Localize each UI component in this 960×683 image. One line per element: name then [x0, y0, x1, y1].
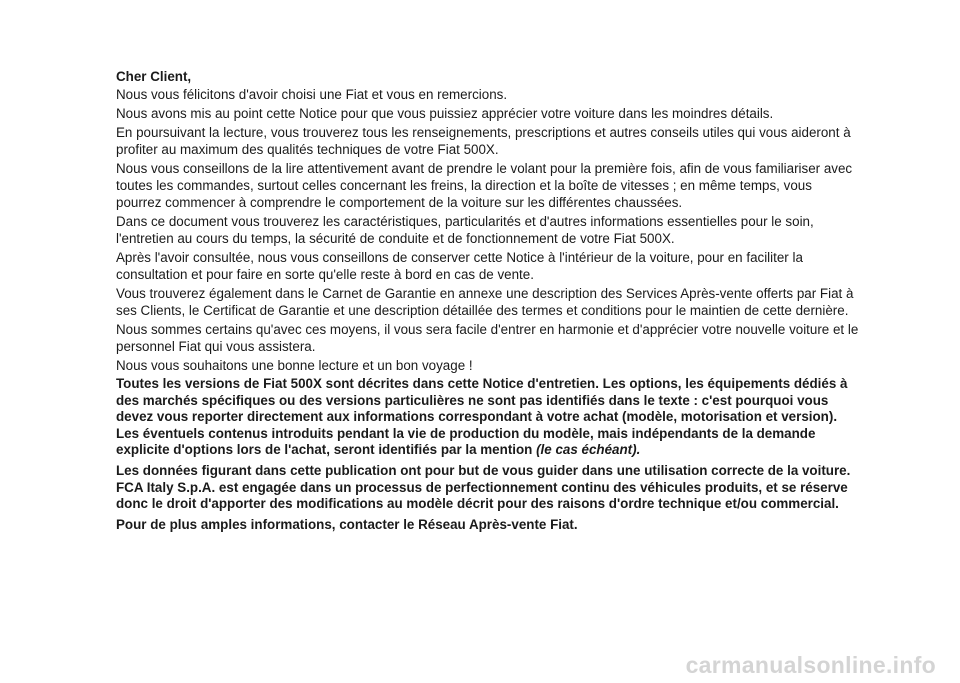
paragraph-keep-notice: Après l'avoir consultée, nous vous conseillons de conserver cette Notice à l'intérieur de la voiture, pour en faciliter la consultation et pour faire en sorte qu'elle reste à bord en cas de vente.: [116, 250, 803, 282]
paragraph-reading-info: En poursuivant la lecture, vous trouverez tous les renseignements, prescriptions et autres conseils utiles qui vous aideront à profiter au maximum des qualités techniques de votre Fiat 500X.: [116, 125, 851, 157]
paragraph-harmony: Nous sommes certains qu'avec ces moyens, il vous sera facile d'entrer en harmonie et d'apprécier votre nouvelle voiture et le personnel Fiat qui vous assistera.: [116, 322, 859, 354]
paragraph-contact-network: Pour de plus amples informations, contacter le Réseau Après-vente Fiat.: [116, 516, 578, 532]
greeting-heading: Cher Client,: [116, 69, 192, 84]
paragraph-wishes: Nous vous souhaitons une bonne lecture et un bon voyage !: [116, 358, 473, 373]
versions-notice-text: Toutes les versions de Fiat 500X sont décrites dans cette Notice d'entretien. Les options, les équipements dédiés à des marchés spécifiques ou des versions particulières ne sont pas identifiés dans le texte : c'est pourquoi vous devez vous reporter directement aux informations correspondant à votre achat (modèle, motorisation et version). Les éventuels contenus introduits pendant la vie de production du modèle, mais indépendants de la demande explicite d'options lors de l'achat, seront identifiés par la mention: [116, 376, 848, 458]
paragraph-versions-notice: [116, 376, 860, 459]
paragraph-read-carefully: Nous vous conseillons de la lire attentivement avant de prendre le volant pour la première fois, afin de vous familiariser avec toutes les commandes, surtout celles concernant les freins, la direction et la boîte de vitesses ; en même temps, vous pourrez commencer à comprendre le comportement de la voiture sur les différentes chaussées.: [116, 161, 853, 210]
paragraph-notice-purpose: Nous avons mis au point cette Notice pour que vous puissiez apprécier votre voiture dans les moindres détails.: [116, 106, 774, 121]
paragraph-thanks: Nous vous félicitons d'avoir choisi une Fiat et vous en remercions.: [116, 87, 508, 102]
paragraph-data-disclaimer: Les données figurant dans cette publication ont pour but de vous guider dans une utilisation correcte de la voiture. FCA Italy S.p.A. est engagée dans un processus de perfectionnement continu des véhicules produits, et se réserve donc le droit d'apporter des modifications au modèle décrit pour des raisons d'ordre technique et/ou commercial.: [116, 462, 851, 512]
paragraph-warranty: Vous trouverez également dans le Carnet de Garantie en annexe une description des Services Après-vente offerts par Fiat à ses Clients, le Certificat de Garantie et une description détaillée des termes et conditions pour le maintien de cette dernière.: [116, 286, 854, 318]
site-watermark: carmanualsonline.info: [685, 652, 936, 678]
paragraph-document-contents: Dans ce document vous trouverez les caractéristiques, particularités et d'autres informations essentielles pour le soin, l'entretien au cours du temps, la sécurité de conduite et de fonctionnement de votre Fiat 500X.: [116, 214, 814, 246]
versions-notice-mention: (le cas échéant).: [536, 442, 641, 458]
document-body: [116, 68, 860, 537]
